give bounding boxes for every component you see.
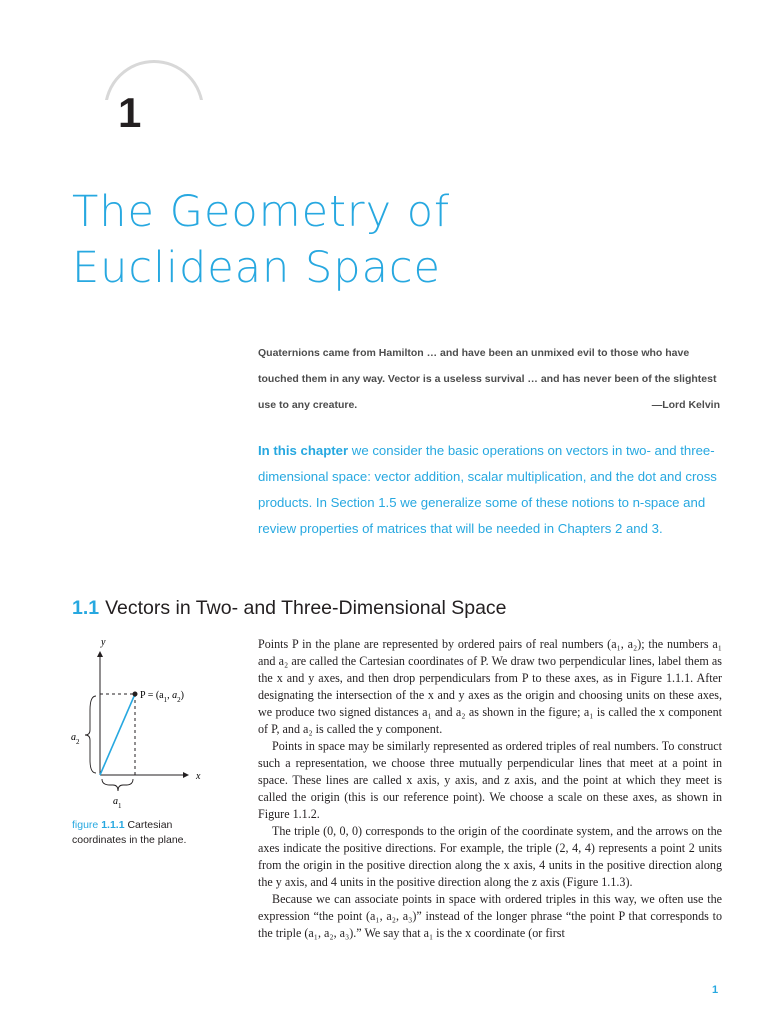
- body-paragraph-1: Points P in the plane are represented by ordered pairs of real numbers (a₁, a₂); the numbers a₁ and a₂ are called the Cartesian coordinates of P. We draw two perpendicular lines, label them as the x and y axes, and then drop perpendiculars from P to these axes, as in Figure 1.1.1. After designating the intersection of the x and y axes as the origin and choosing units on these axes, we produce two signed distances a₁ and a₂ as shown in the figure; a₁ is called the x component of P, and a₂ is called the y component.: [258, 637, 722, 736]
- section-title: Vectors in Two- and Three-Dimensional Space: [105, 597, 507, 619]
- a2-label: $a_2$: [71, 732, 80, 746]
- epigraph-line-2: touched them in any way. Vector is a useless survival … and has never been of the slightest: [258, 373, 717, 385]
- chapter-title-line-1: The Geometry of: [72, 187, 451, 237]
- a1-label: $a_1$: [113, 796, 122, 810]
- section-number: 1.1: [72, 597, 100, 619]
- chapter-intro: [258, 438, 722, 542]
- page-number: 1: [712, 984, 719, 996]
- epigraph: [258, 340, 720, 418]
- section-body: [258, 636, 722, 942]
- epigraph-line-3: [258, 392, 720, 418]
- a1-brace: [102, 779, 133, 791]
- body-paragraph-4: Because we can associate points in space with ordered triples in this way, we often use the expression “the point (a₁, a₂, a₃)” instead of the longer phrase “the point P that corresponds to the triple (a₁, a₂, a₃).” We say that a₁ is the x coordinate (or first: [258, 892, 722, 940]
- epigraph-line-1: Quaternions came from Hamilton … and have been an unmixed evil to those who have: [258, 347, 690, 359]
- epigraph-line-3-text: use to any creature.: [258, 399, 358, 411]
- point-p-marker: [133, 692, 138, 697]
- x-axis-label: x: [196, 771, 201, 782]
- chapter-title: [72, 184, 712, 296]
- cartesian-figure: [60, 630, 220, 820]
- point-p-label: $P = (a_1$, $a_2$): [140, 690, 184, 704]
- figure-caption-text: Cartesian coordinates in the plane.: [72, 819, 187, 846]
- chapter-title-line-2: Euclidean Space: [72, 243, 442, 293]
- section-heading: [72, 597, 712, 620]
- chapter-number: 1: [118, 89, 142, 136]
- intro-text: we consider the basic operations on vectors in two- and three-dimensional space: vector addition, scalar multiplication, and the dot and cross products. In Section 1.5 we generalize some of these notions to n-space and review properties of matrices that will be needed in Chapters 2 and 3.: [258, 443, 717, 536]
- body-paragraph-3: The triple (0, 0, 0) corresponds to the origin of the coordinate system, and the arrows on the axes indicate the positive directions. For example, the triple (2, 4, 4) represents a point 2 units from the origin in the positive direction along the x axis, 4 units in the positive direction along the y axis, and 4 units in the positive direction along the z axis (Figure 1.1.3).: [258, 824, 722, 889]
- figure-caption: [72, 818, 222, 848]
- intro-lead: In this chapter: [258, 443, 349, 458]
- body-paragraph-2: Points in space may be similarly represented as ordered triples of real numbers. To construct such a representation, we choose three mutually perpendicular lines that meet at a point in space. These lines are called x axis, y axis, and z axis, and the point at which they meet is called the origin (this is our reference point). We choose a scale on these axes, as shown in Figure 1.1.2.: [258, 739, 722, 821]
- position-vector: [100, 694, 135, 775]
- figure-label: figure 1.1.1: [72, 819, 125, 831]
- epigraph-attribution: —Lord Kelvin: [651, 399, 720, 411]
- y-axis-label: y: [101, 637, 106, 648]
- a2-brace: [85, 696, 96, 773]
